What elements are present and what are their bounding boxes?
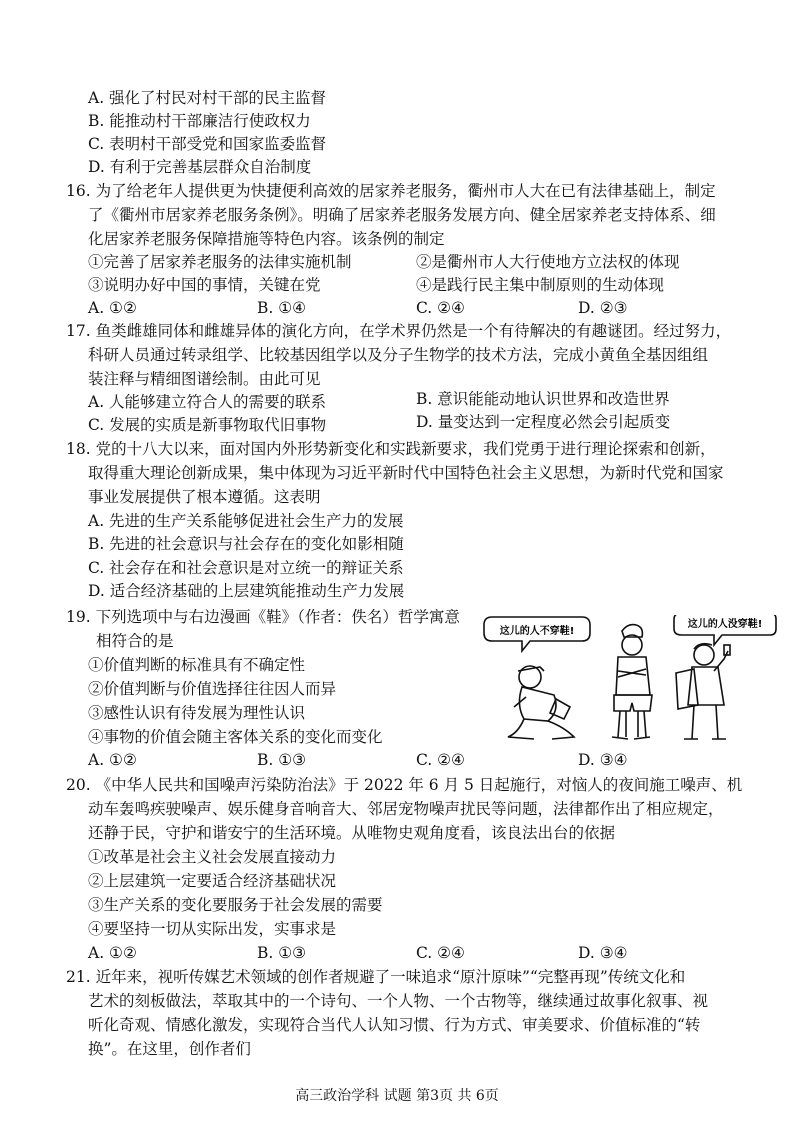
q16-item-4: ④是践行民主集中制原则的生动体现 (416, 276, 665, 294)
q18-stem-line-3: 事业发展提供了根本遵循。这表明 (88, 488, 321, 506)
q16-stem-line-1: 16. 为了给老年人提供更为快捷便利高效的居家养老服务，衢州市人大在已有法律基础上，制定 (66, 182, 716, 200)
q16-choice-b: B. ①④ (257, 299, 307, 317)
q16-item-1: ①完善了居家养老服务的法律实施机制 (88, 253, 352, 271)
q17-option-a: A. 人能够建立符合人的需要的联系 (88, 393, 327, 411)
q16-item-2: ②是衢州市人大行使地方立法权的体现 (416, 253, 680, 271)
q19-choice-b: B. ①③ (257, 751, 307, 769)
q20-stem-line-1: 20. 《中华人民共和国噪声污染防治法》于 2022 年 6 月 5 日起施行，对恼人的夜间施工噪声、机 (66, 776, 743, 794)
q21-stem-line-3: 听化奇观、情感化激发，实现符合当代人认知习惯、行为方式、审美要求、价值标准的“转 (88, 1016, 701, 1034)
q21-stem-line-2: 艺术的刻板做法，萃取其中的一个诗句、一个人物、一个古物等，继续通过故事化叙事、视 (88, 992, 709, 1010)
q19-stem-line-1: 19. 下列选项中与右边漫画《鞋》（作者：佚名）哲学寓意 (66, 608, 460, 626)
q16-stem-line-2: 了《衢州市居家养老服务条例》。明确了居家养老服务发展方向、健全居家养老支持体系、细 (88, 206, 716, 224)
q16-choice-d: D. ②③ (578, 299, 628, 317)
q19-item-3: ③感性认识有待发展为理性认识 (88, 704, 306, 722)
q20-choice-d: D. ③④ (578, 944, 628, 962)
q17-stem-line-3: 装注释与精细图谱绘制。由此可见 (88, 370, 321, 388)
phone-person-figure (676, 644, 730, 739)
q19-item-2: ②价值判断与价值选择往往因人而异 (88, 680, 337, 698)
q19-item-1: ①价值判断的标准具有不确定性 (88, 656, 306, 674)
q17-option-d: D. 量变达到一定程度必然会引起质变 (416, 413, 671, 431)
q18-option-c: C. 社会存在和社会意识是对立统一的辩证关系 (88, 559, 404, 577)
q18-stem-line-2: 取得重大理论创新成果，集中体现为习近平新时代中国特色社会主义思想，为新时代党和国家 (88, 464, 724, 482)
q18-option-a: A. 先进的生产关系能够促进社会生产力的发展 (88, 512, 404, 530)
q17-stem-line-2: 科研人员通过转录组学、比较基因组学以及分子生物学的技术方法，完成小黄鱼全基因组组 (88, 346, 709, 364)
q15-option-b: B. 能推动村干部廉洁行使政权力 (88, 112, 311, 130)
q15-option-c: C. 表明村干部受党和国家监委监督 (88, 135, 327, 153)
q18-option-b: B. 先进的社会意识与社会存在的变化如影相随 (88, 535, 404, 553)
right-bubble-text: 这儿的人没穿鞋! (687, 619, 763, 630)
q20-choice-a: A. ①② (88, 944, 137, 962)
crouching-person-figure (508, 666, 574, 739)
q20-item-2: ②上层建筑一定要适合经济基础状况 (88, 872, 337, 890)
q17-option-c: C. 发展的实质是新事物取代旧事物 (88, 416, 327, 434)
q15-option-d: D. 有利于完善基层群众自治制度 (88, 158, 312, 176)
q19-choice-c: C. ②④ (416, 751, 465, 769)
q18-option-d: D. 适合经济基础的上层建筑能推动生产力发展 (88, 582, 405, 600)
q20-stem-line-2: 动车轰鸣疾驶噪声、娱乐健身音响音大、邻居宠物噪声扰民等问题，法律都作出了相应规定， (88, 800, 724, 818)
q18-stem-line-1: 18. 党的十八大以来，面对国内外形势新变化和实践新要求，我们党勇于进行理论探索和创新， (66, 440, 716, 458)
shoe-cartoon-illustration (478, 615, 778, 747)
q20-choice-b: B. ①③ (257, 944, 307, 962)
q20-item-4: ④要坚持一切从实际出发，实事求是 (88, 920, 337, 938)
q20-stem-line-3: 还静于民，守护和谐安宁的生活环境。从唯物史观角度看，该良法出台的依据 (88, 824, 616, 842)
q20-choice-c: C. ②④ (416, 944, 465, 962)
q16-choice-c: C. ②④ (416, 299, 465, 317)
q16-item-3: ③说明办好中国的事情，关键在党 (88, 276, 321, 294)
q21-stem-line-4: 换”。在这里，创作者们 (88, 1040, 251, 1058)
left-bubble-text: 这儿的人不穿鞋! (499, 626, 575, 637)
q19-stem-line-2: 相符合的是 (96, 632, 174, 650)
page-footer: 高三政治学科 试题 第3页 共 6页 (295, 1088, 499, 1104)
q21-stem-line-1: 21. 近年来，视听传媒艺术领域的创作者规避了一味追求“原汁原味”“完整再现”传统文化和 (66, 968, 686, 986)
q19-choice-a: A. ①② (88, 751, 137, 769)
q15-option-a: A. 强化了村民对村干部的民主监督 (88, 89, 327, 107)
q20-item-1: ①改革是社会主义社会发展直接动力 (88, 848, 337, 866)
q20-item-3: ③生产关系的变化要服务于社会发展的需要 (88, 896, 383, 914)
q17-option-b: B. 意识能能动地认识世界和改造世界 (416, 390, 670, 408)
q19-choice-d: D. ③④ (578, 751, 628, 769)
q17-stem-line-1: 17. 鱼类雌雄同体和雌雄异体的演化方向，在学术界仍然是一个有待解决的有趣谜团。经过努力， (66, 322, 732, 340)
standing-person-figure (612, 625, 652, 739)
q19-item-4: ④事物的价值会随主客体关系的变化而变化 (88, 728, 383, 746)
q16-choice-a: A. ①② (88, 299, 137, 317)
q16-stem-line-3: 化居家养老服务保障措施等特色内容。该条例的制定 (88, 230, 445, 248)
